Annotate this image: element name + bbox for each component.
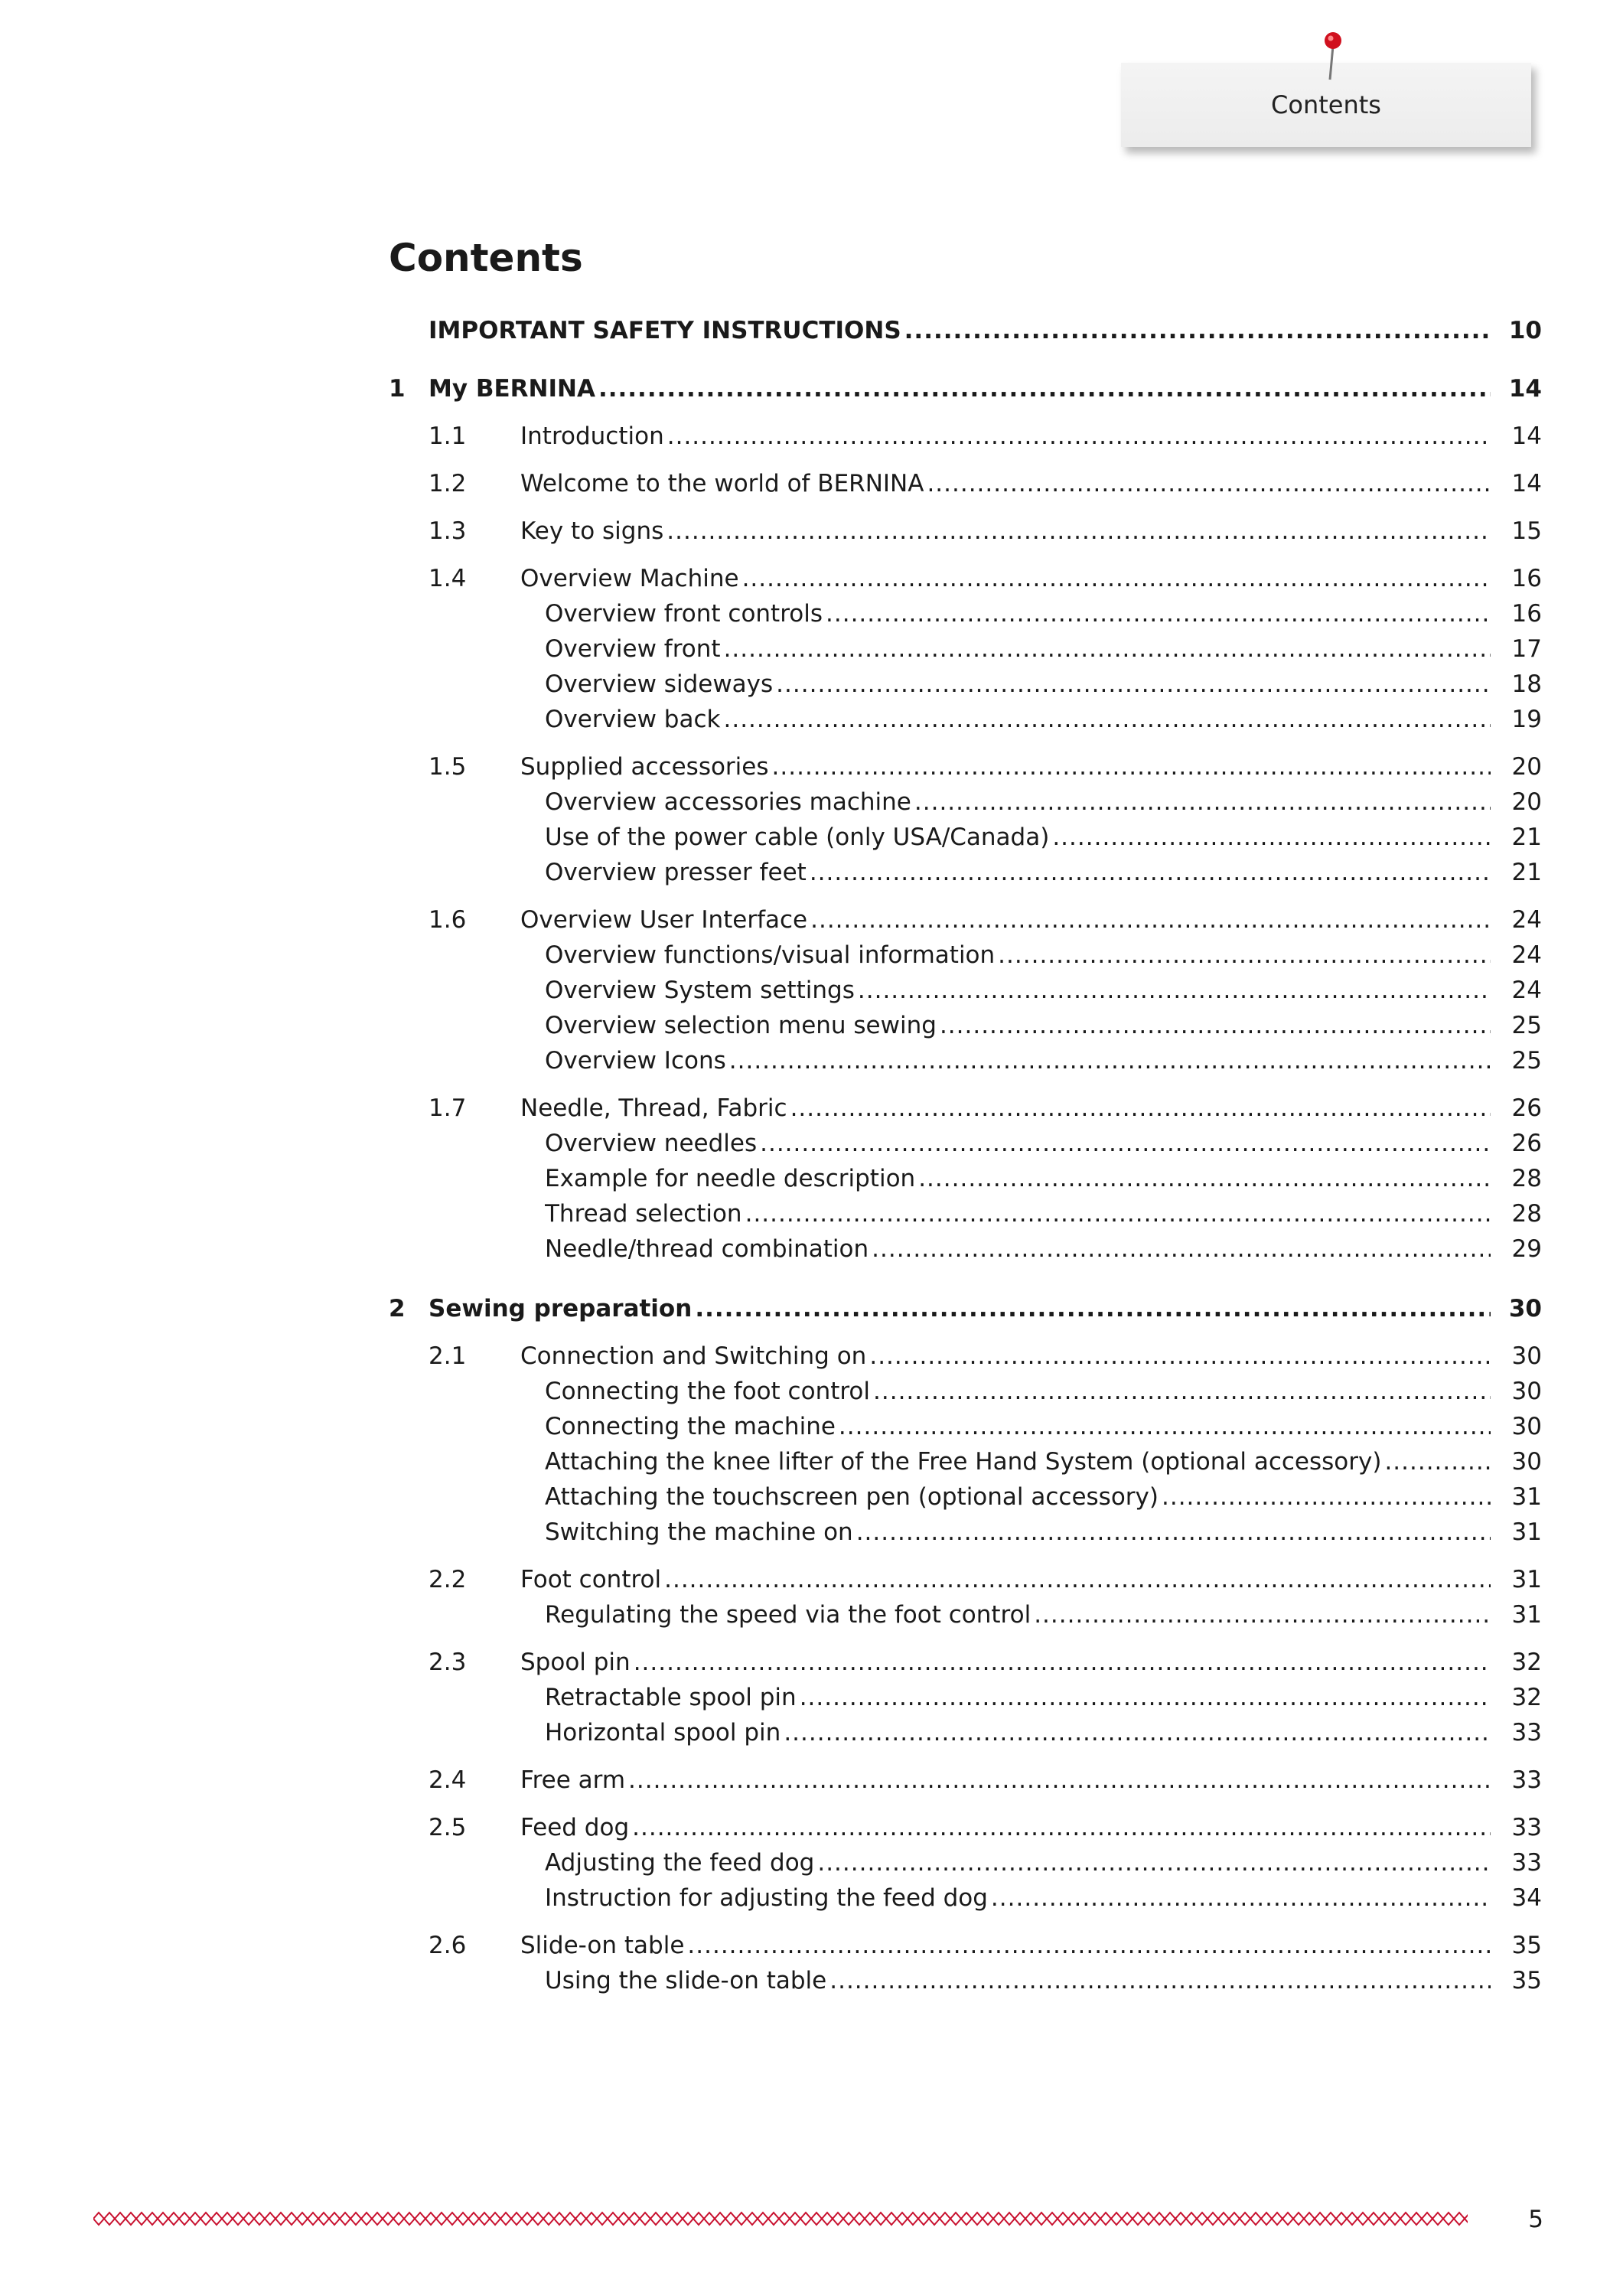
toc-subsection[interactable] <box>0 1965 1623 1996</box>
toc-entry-number: 2.5 <box>429 1814 467 1841</box>
pin-icon <box>1318 29 1348 81</box>
toc-subsection[interactable] <box>0 857 1623 888</box>
toc-entry-title: Needle/thread combination <box>545 1235 869 1263</box>
toc-subsection[interactable] <box>0 1234 1623 1264</box>
toc-entry-number: 2.2 <box>429 1566 467 1593</box>
toc-subsection[interactable] <box>0 1517 1623 1548</box>
toc-entry-number: 2 <box>389 1295 406 1322</box>
toc-subsection[interactable] <box>0 940 1623 970</box>
toc-subsection[interactable] <box>0 787 1623 817</box>
toc-chapter[interactable] <box>0 1293 1623 1324</box>
toc-subsection[interactable] <box>0 1010 1623 1041</box>
toc-entry-title: Overview System settings <box>545 977 855 1004</box>
toc-entry-page: 15 <box>1511 517 1542 545</box>
toc-entry-page: 33 <box>1511 1766 1542 1794</box>
toc-entry-number: 1.4 <box>429 565 467 592</box>
toc-entry-title: Adjusting the feed dog <box>545 1849 815 1877</box>
toc-subsection[interactable] <box>0 1682 1623 1713</box>
toc-entry-page: 14 <box>1508 375 1542 403</box>
toc-entry-page: 31 <box>1511 1601 1542 1629</box>
toc-subsection[interactable] <box>0 1376 1623 1407</box>
toc-entry-title: Needle, Thread, Fabric <box>520 1094 787 1122</box>
toc-entry[interactable] <box>0 315 1623 346</box>
toc-subsection[interactable] <box>0 598 1623 629</box>
toc-entry-title: Example for needle description <box>545 1165 916 1192</box>
toc-section[interactable] <box>0 1930 1623 1961</box>
toc-entry-page: 34 <box>1511 1884 1542 1912</box>
toc-entry-page: 18 <box>1511 670 1542 698</box>
toc-subsection[interactable] <box>0 1128 1623 1159</box>
toc-subsection[interactable] <box>0 1883 1623 1913</box>
toc-subsection[interactable] <box>0 1163 1623 1194</box>
toc-entry-page: 30 <box>1511 1342 1542 1370</box>
toc-entry-page: 33 <box>1511 1814 1542 1841</box>
toc-entry-page: 20 <box>1511 788 1542 816</box>
toc-entry-title: Attaching the touchscreen pen (optional accessory) <box>545 1483 1159 1511</box>
footer-stitch-border <box>93 2209 1468 2229</box>
toc-section[interactable] <box>0 1341 1623 1371</box>
toc-entry-page: 25 <box>1511 1012 1542 1039</box>
toc-entry-title: Thread selection <box>545 1200 742 1228</box>
toc-entry-number: 1.5 <box>429 753 467 781</box>
toc-entry-title: Feed dog <box>520 1814 630 1841</box>
toc-entry-title: Key to signs <box>520 517 664 545</box>
toc-entry-number: 1.6 <box>429 906 467 934</box>
toc-entry-page: 24 <box>1511 977 1542 1004</box>
toc-entry-page: 32 <box>1511 1649 1542 1676</box>
toc-entry-title: Overview front controls <box>545 600 823 628</box>
toc-entry-number: 1.7 <box>429 1094 467 1122</box>
toc-entry-title: Overview accessories machine <box>545 788 911 816</box>
toc-section[interactable] <box>0 1647 1623 1678</box>
toc-entry-title: Overview back <box>545 706 721 733</box>
toc-entry-page: 29 <box>1511 1235 1542 1263</box>
toc-entry-title: Horizontal spool pin <box>545 1719 781 1746</box>
toc-entry-page: 10 <box>1508 317 1542 344</box>
toc-entry-title: Connecting the machine <box>545 1413 836 1440</box>
toc-entry-title: Overview sideways <box>545 670 774 698</box>
toc-entry-title: Use of the power cable (only USA/Canada) <box>545 823 1050 851</box>
toc-entry-title: Sewing preparation <box>429 1295 693 1322</box>
toc-entry-title: Overview selection menu sewing <box>545 1012 937 1039</box>
toc-entry-page: 21 <box>1511 823 1542 851</box>
toc-chapter[interactable] <box>0 373 1623 404</box>
toc-entry-page: 33 <box>1511 1719 1542 1746</box>
toc-entry-number: 2.1 <box>429 1342 467 1370</box>
toc-entry-page: 28 <box>1511 1165 1542 1192</box>
toc-entry-page: 31 <box>1511 1518 1542 1546</box>
toc-entry-page: 19 <box>1511 706 1542 733</box>
toc-section[interactable] <box>0 752 1623 782</box>
toc-entry-page: 33 <box>1511 1849 1542 1877</box>
page-title: Contents <box>389 236 583 280</box>
toc-subsection[interactable] <box>0 822 1623 853</box>
toc-section[interactable] <box>0 421 1623 452</box>
toc-entry-title: Instruction for adjusting the feed dog <box>545 1884 988 1912</box>
toc-entry-page: 20 <box>1511 753 1542 781</box>
toc-entry-page: 28 <box>1511 1200 1542 1228</box>
toc-entry-page: 16 <box>1511 565 1542 592</box>
toc-subsection[interactable] <box>0 1600 1623 1630</box>
header-tab-label: Contents <box>1271 90 1381 119</box>
toc-entry-page: 21 <box>1511 859 1542 886</box>
toc-subsection[interactable] <box>0 634 1623 664</box>
toc-entry-page: 16 <box>1511 600 1542 628</box>
toc-entry-number: 1.2 <box>429 470 467 497</box>
toc-entry-title: Using the slide-on table <box>545 1967 827 1994</box>
toc-section[interactable] <box>0 563 1623 594</box>
toc-entry-title: Slide-on table <box>520 1932 685 1959</box>
toc-entry-page: 31 <box>1511 1566 1542 1593</box>
toc-entry-title: Overview User Interface <box>520 906 808 934</box>
toc-entry-title: Introduction <box>520 422 664 450</box>
toc-entry-title: Overview Machine <box>520 565 739 592</box>
toc-entry-title: Supplied accessories <box>520 753 769 781</box>
toc-section[interactable] <box>0 516 1623 546</box>
toc-entry-page: 24 <box>1511 906 1542 934</box>
page-number: 5 <box>1528 2206 1543 2233</box>
toc-subsection[interactable] <box>0 1848 1623 1878</box>
toc-entry-title: Switching the machine on <box>545 1518 853 1546</box>
toc-entry-page: 35 <box>1511 1967 1542 1994</box>
toc-entry-title: IMPORTANT SAFETY INSTRUCTIONS <box>429 317 901 344</box>
toc-entry-page: 26 <box>1511 1094 1542 1122</box>
toc-entry-page: 32 <box>1511 1684 1542 1711</box>
toc-entry-page: 30 <box>1508 1295 1542 1322</box>
toc-entry-title: Overview functions/visual information <box>545 941 996 969</box>
toc-entry-page: 30 <box>1511 1448 1542 1476</box>
toc-entry-title: Regulating the speed via the foot control <box>545 1601 1031 1629</box>
toc-subsection[interactable] <box>0 1045 1623 1076</box>
toc-entry-page: 26 <box>1511 1130 1542 1157</box>
toc-section[interactable] <box>0 1765 1623 1795</box>
toc-entry-number: 1.1 <box>429 422 467 450</box>
toc-section[interactable] <box>0 1564 1623 1595</box>
toc-subsection[interactable] <box>0 1717 1623 1748</box>
toc-section[interactable] <box>0 1093 1623 1124</box>
toc-subsection[interactable] <box>0 704 1623 735</box>
toc-entry-number: 2.6 <box>429 1932 467 1959</box>
toc-entry-title: Retractable spool pin <box>545 1684 797 1711</box>
toc-subsection[interactable] <box>0 669 1623 700</box>
toc-section[interactable] <box>0 468 1623 499</box>
toc-section[interactable] <box>0 1812 1623 1843</box>
toc-entry-title: Overview Icons <box>545 1047 726 1075</box>
toc-entry-title: Connection and Switching on <box>520 1342 867 1370</box>
toc-entry-number: 2.3 <box>429 1649 467 1676</box>
toc-entry-page: 35 <box>1511 1932 1542 1959</box>
toc-entry-title: Free arm <box>520 1766 626 1794</box>
toc-entry-page: 14 <box>1511 422 1542 450</box>
toc-entry-page: 31 <box>1511 1483 1542 1511</box>
toc-entry-page: 24 <box>1511 941 1542 969</box>
toc-subsection[interactable] <box>0 1446 1623 1477</box>
toc-entry-page: 17 <box>1511 635 1542 663</box>
toc-subsection[interactable] <box>0 1199 1623 1229</box>
toc-entry-page: 30 <box>1511 1413 1542 1440</box>
toc-entry-title: Connecting the foot control <box>545 1378 871 1405</box>
toc-entry-title: Spool pin <box>520 1649 631 1676</box>
toc-subsection[interactable] <box>0 1482 1623 1512</box>
toc-entry-title: Overview presser feet <box>545 859 807 886</box>
toc-entry-title: Foot control <box>520 1566 662 1593</box>
toc-entry-page: 30 <box>1511 1378 1542 1405</box>
toc-subsection[interactable] <box>0 1411 1623 1442</box>
toc-entry-number: 2.4 <box>429 1766 467 1794</box>
toc-entry-page: 25 <box>1511 1047 1542 1075</box>
toc-entry-title: Welcome to the world of BERNINA <box>520 470 924 497</box>
toc-entry-page: 14 <box>1511 470 1542 497</box>
toc-entry-title: Overview front <box>545 635 721 663</box>
toc-subsection[interactable] <box>0 975 1623 1006</box>
toc-entry-number: 1.3 <box>429 517 467 545</box>
toc-entry-title: Overview needles <box>545 1130 758 1157</box>
toc-entry-number: 1 <box>389 375 406 403</box>
toc-section[interactable] <box>0 905 1623 935</box>
toc-entry-title: My BERNINA <box>429 375 595 403</box>
toc-entry-title: Attaching the knee lifter of the Free Hand System (optional accessory) <box>545 1448 1382 1476</box>
